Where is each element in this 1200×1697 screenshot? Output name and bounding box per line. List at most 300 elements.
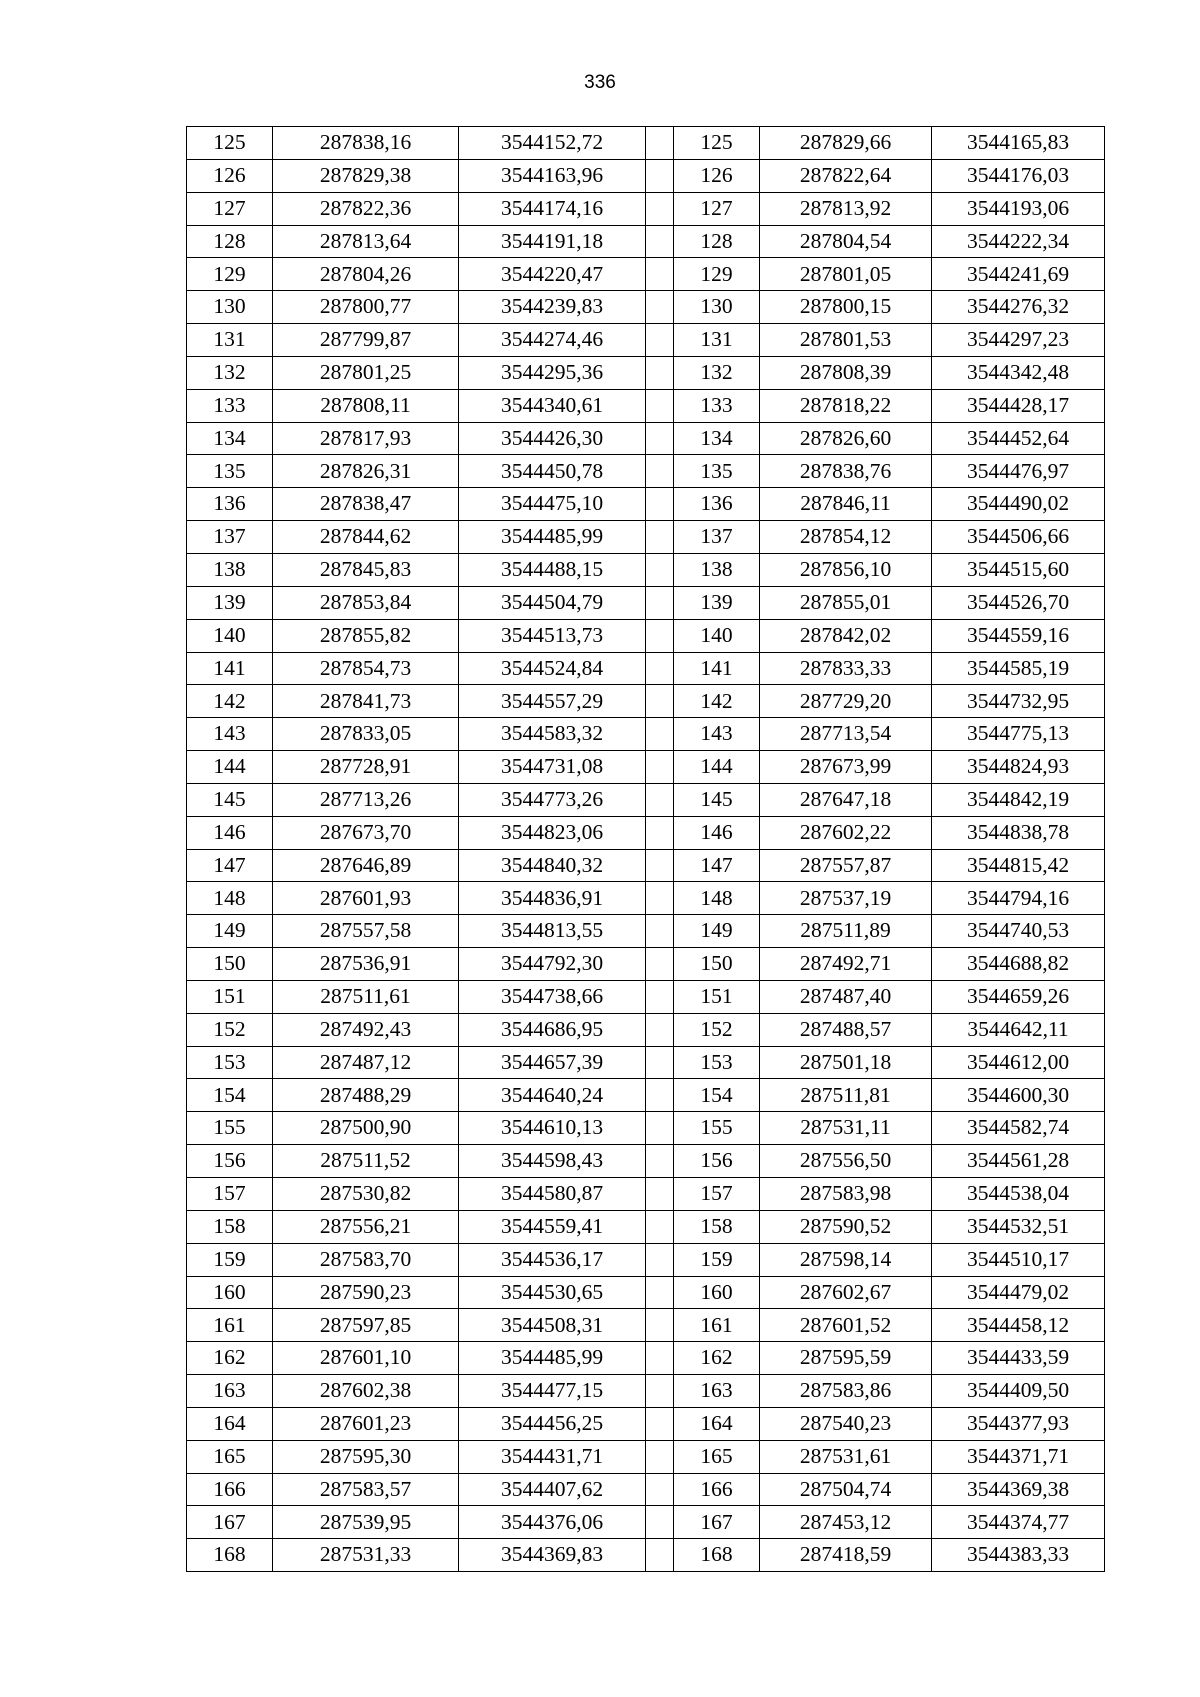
left-point-number: 138 <box>187 553 273 586</box>
table-row <box>187 1407 1105 1440</box>
separator-cell <box>646 1145 674 1178</box>
table-row <box>187 1539 1105 1572</box>
right-x-coordinate: 287583,86 <box>760 1375 932 1408</box>
table-row <box>187 1375 1105 1408</box>
table-row <box>187 127 1105 160</box>
separator-cell <box>646 882 674 915</box>
right-y-coordinate: 3544452,64 <box>932 422 1105 455</box>
right-point-number: 144 <box>674 751 760 784</box>
left-point-number: 155 <box>187 1112 273 1145</box>
right-x-coordinate: 287838,76 <box>760 455 932 488</box>
right-x-coordinate: 287854,12 <box>760 521 932 554</box>
left-x-coordinate: 287556,21 <box>273 1210 459 1243</box>
right-point-number: 156 <box>674 1145 760 1178</box>
separator-cell <box>646 1276 674 1309</box>
right-point-number: 131 <box>674 324 760 357</box>
left-x-coordinate: 287800,77 <box>273 291 459 324</box>
right-y-coordinate: 3544374,77 <box>932 1506 1105 1539</box>
separator-cell <box>646 1243 674 1276</box>
separator-cell <box>646 915 674 948</box>
separator-cell <box>646 553 674 586</box>
right-x-coordinate: 287531,61 <box>760 1440 932 1473</box>
right-y-coordinate: 3544642,11 <box>932 1013 1105 1046</box>
left-point-number: 139 <box>187 586 273 619</box>
left-x-coordinate: 287822,36 <box>273 192 459 225</box>
left-point-number: 142 <box>187 685 273 718</box>
left-y-coordinate: 3544580,87 <box>459 1178 646 1211</box>
table-row <box>187 1013 1105 1046</box>
left-y-coordinate: 3544686,95 <box>459 1013 646 1046</box>
right-point-number: 141 <box>674 652 760 685</box>
right-point-number: 137 <box>674 521 760 554</box>
left-point-number: 147 <box>187 849 273 882</box>
left-point-number: 159 <box>187 1243 273 1276</box>
right-x-coordinate: 287487,40 <box>760 980 932 1013</box>
right-point-number: 166 <box>674 1473 760 1506</box>
separator-cell <box>646 1342 674 1375</box>
right-x-coordinate: 287492,71 <box>760 948 932 981</box>
right-x-coordinate: 287557,87 <box>760 849 932 882</box>
page-number: 336 <box>584 72 616 93</box>
right-x-coordinate: 287818,22 <box>760 389 932 422</box>
table-row <box>187 1342 1105 1375</box>
right-y-coordinate: 3544476,97 <box>932 455 1105 488</box>
left-y-coordinate: 3544557,29 <box>459 685 646 718</box>
left-point-number: 157 <box>187 1178 273 1211</box>
left-point-number: 164 <box>187 1407 273 1440</box>
right-y-coordinate: 3544176,03 <box>932 159 1105 192</box>
right-point-number: 148 <box>674 882 760 915</box>
left-y-coordinate: 3544426,30 <box>459 422 646 455</box>
table-row <box>187 159 1105 192</box>
left-x-coordinate: 287844,62 <box>273 521 459 554</box>
separator-cell <box>646 1407 674 1440</box>
table-row <box>187 1276 1105 1309</box>
right-point-number: 152 <box>674 1013 760 1046</box>
left-y-coordinate: 3544191,18 <box>459 225 646 258</box>
right-point-number: 165 <box>674 1440 760 1473</box>
table-row <box>187 258 1105 291</box>
table-row <box>187 521 1105 554</box>
left-x-coordinate: 287799,87 <box>273 324 459 357</box>
left-x-coordinate: 287487,12 <box>273 1046 459 1079</box>
separator-cell <box>646 783 674 816</box>
left-point-number: 134 <box>187 422 273 455</box>
separator-cell <box>646 586 674 619</box>
right-point-number: 155 <box>674 1112 760 1145</box>
left-x-coordinate: 287583,57 <box>273 1473 459 1506</box>
left-x-coordinate: 287838,47 <box>273 488 459 521</box>
right-y-coordinate: 3544824,93 <box>932 751 1105 784</box>
table-row <box>187 488 1105 521</box>
left-x-coordinate: 287601,93 <box>273 882 459 915</box>
left-y-coordinate: 3544477,15 <box>459 1375 646 1408</box>
left-x-coordinate: 287838,16 <box>273 127 459 160</box>
separator-cell <box>646 849 674 882</box>
right-y-coordinate: 3544559,16 <box>932 619 1105 652</box>
left-y-coordinate: 3544274,46 <box>459 324 646 357</box>
left-x-coordinate: 287673,70 <box>273 816 459 849</box>
right-point-number: 158 <box>674 1210 760 1243</box>
right-point-number: 129 <box>674 258 760 291</box>
right-point-number: 135 <box>674 455 760 488</box>
left-x-coordinate: 287511,52 <box>273 1145 459 1178</box>
separator-cell <box>646 455 674 488</box>
table-row <box>187 586 1105 619</box>
right-x-coordinate: 287601,52 <box>760 1309 932 1342</box>
left-point-number: 140 <box>187 619 273 652</box>
left-x-coordinate: 287813,64 <box>273 225 459 258</box>
separator-cell <box>646 225 674 258</box>
left-x-coordinate: 287536,91 <box>273 948 459 981</box>
table-row <box>187 324 1105 357</box>
right-point-number: 136 <box>674 488 760 521</box>
right-point-number: 127 <box>674 192 760 225</box>
right-y-coordinate: 3544490,02 <box>932 488 1105 521</box>
table-row <box>187 882 1105 915</box>
right-point-number: 162 <box>674 1342 760 1375</box>
left-x-coordinate: 287500,90 <box>273 1112 459 1145</box>
left-y-coordinate: 3544488,15 <box>459 553 646 586</box>
right-y-coordinate: 3544241,69 <box>932 258 1105 291</box>
separator-cell <box>646 1473 674 1506</box>
left-point-number: 163 <box>187 1375 273 1408</box>
separator-cell <box>646 324 674 357</box>
right-y-coordinate: 3544775,13 <box>932 718 1105 751</box>
left-y-coordinate: 3544813,55 <box>459 915 646 948</box>
left-y-coordinate: 3544583,32 <box>459 718 646 751</box>
left-x-coordinate: 287713,26 <box>273 783 459 816</box>
left-point-number: 162 <box>187 1342 273 1375</box>
left-y-coordinate: 3544536,17 <box>459 1243 646 1276</box>
right-y-coordinate: 3544582,74 <box>932 1112 1105 1145</box>
left-x-coordinate: 287601,10 <box>273 1342 459 1375</box>
right-y-coordinate: 3544377,93 <box>932 1407 1105 1440</box>
right-y-coordinate: 3544515,60 <box>932 553 1105 586</box>
right-point-number: 149 <box>674 915 760 948</box>
right-x-coordinate: 287511,81 <box>760 1079 932 1112</box>
right-y-coordinate: 3544510,17 <box>932 1243 1105 1276</box>
right-x-coordinate: 287800,15 <box>760 291 932 324</box>
left-y-coordinate: 3544475,10 <box>459 488 646 521</box>
right-x-coordinate: 287540,23 <box>760 1407 932 1440</box>
left-point-number: 133 <box>187 389 273 422</box>
right-y-coordinate: 3544297,23 <box>932 324 1105 357</box>
left-y-coordinate: 3544369,83 <box>459 1539 646 1572</box>
table-row <box>187 1079 1105 1112</box>
table-row <box>187 619 1105 652</box>
left-point-number: 161 <box>187 1309 273 1342</box>
separator-cell <box>646 488 674 521</box>
right-point-number: 146 <box>674 816 760 849</box>
left-point-number: 160 <box>187 1276 273 1309</box>
right-point-number: 133 <box>674 389 760 422</box>
separator-cell <box>646 389 674 422</box>
separator-cell <box>646 1178 674 1211</box>
separator-cell <box>646 980 674 1013</box>
separator-cell <box>646 619 674 652</box>
separator-cell <box>646 816 674 849</box>
separator-cell <box>646 1013 674 1046</box>
right-x-coordinate: 287418,59 <box>760 1539 932 1572</box>
table-row <box>187 291 1105 324</box>
right-x-coordinate: 287556,50 <box>760 1145 932 1178</box>
left-x-coordinate: 287855,82 <box>273 619 459 652</box>
table-row <box>187 356 1105 389</box>
left-x-coordinate: 287583,70 <box>273 1243 459 1276</box>
left-point-number: 154 <box>187 1079 273 1112</box>
left-y-coordinate: 3544598,43 <box>459 1145 646 1178</box>
table-row <box>187 389 1105 422</box>
right-y-coordinate: 3544815,42 <box>932 849 1105 882</box>
left-y-coordinate: 3544163,96 <box>459 159 646 192</box>
right-point-number: 161 <box>674 1309 760 1342</box>
left-x-coordinate: 287829,38 <box>273 159 459 192</box>
right-y-coordinate: 3544409,50 <box>932 1375 1105 1408</box>
right-x-coordinate: 287488,57 <box>760 1013 932 1046</box>
left-y-coordinate: 3544836,91 <box>459 882 646 915</box>
right-point-number: 157 <box>674 1178 760 1211</box>
separator-cell <box>646 1440 674 1473</box>
table-row <box>187 1440 1105 1473</box>
right-x-coordinate: 287846,11 <box>760 488 932 521</box>
table-row <box>187 1473 1105 1506</box>
table-row <box>187 1178 1105 1211</box>
right-x-coordinate: 287813,92 <box>760 192 932 225</box>
left-x-coordinate: 287854,73 <box>273 652 459 685</box>
right-x-coordinate: 287842,02 <box>760 619 932 652</box>
right-x-coordinate: 287729,20 <box>760 685 932 718</box>
separator-cell <box>646 1046 674 1079</box>
right-x-coordinate: 287590,52 <box>760 1210 932 1243</box>
separator-cell <box>646 258 674 291</box>
separator-cell <box>646 1539 674 1572</box>
right-y-coordinate: 3544458,12 <box>932 1309 1105 1342</box>
separator-cell <box>646 1112 674 1145</box>
left-y-coordinate: 3544407,62 <box>459 1473 646 1506</box>
right-point-number: 150 <box>674 948 760 981</box>
right-point-number: 126 <box>674 159 760 192</box>
right-y-coordinate: 3544600,30 <box>932 1079 1105 1112</box>
right-point-number: 128 <box>674 225 760 258</box>
right-x-coordinate: 287856,10 <box>760 553 932 586</box>
left-y-coordinate: 3544731,08 <box>459 751 646 784</box>
left-point-number: 146 <box>187 816 273 849</box>
separator-cell <box>646 1309 674 1342</box>
left-point-number: 129 <box>187 258 273 291</box>
table-row <box>187 1145 1105 1178</box>
left-y-coordinate: 3544456,25 <box>459 1407 646 1440</box>
right-point-number: 159 <box>674 1243 760 1276</box>
table-row <box>187 652 1105 685</box>
separator-cell <box>646 127 674 160</box>
table-row <box>187 718 1105 751</box>
left-y-coordinate: 3544295,36 <box>459 356 646 389</box>
left-y-coordinate: 3544485,99 <box>459 521 646 554</box>
left-x-coordinate: 287853,84 <box>273 586 459 619</box>
left-point-number: 127 <box>187 192 273 225</box>
left-x-coordinate: 287590,23 <box>273 1276 459 1309</box>
left-point-number: 135 <box>187 455 273 488</box>
separator-cell <box>646 948 674 981</box>
table-row <box>187 422 1105 455</box>
right-x-coordinate: 287595,59 <box>760 1342 932 1375</box>
right-point-number: 168 <box>674 1539 760 1572</box>
table-row <box>187 1210 1105 1243</box>
left-y-coordinate: 3544840,32 <box>459 849 646 882</box>
coordinates-table-body <box>187 127 1105 1572</box>
right-point-number: 143 <box>674 718 760 751</box>
right-y-coordinate: 3544532,51 <box>932 1210 1105 1243</box>
left-point-number: 153 <box>187 1046 273 1079</box>
table-row <box>187 1112 1105 1145</box>
left-x-coordinate: 287557,58 <box>273 915 459 948</box>
left-x-coordinate: 287601,23 <box>273 1407 459 1440</box>
left-point-number: 167 <box>187 1506 273 1539</box>
left-point-number: 143 <box>187 718 273 751</box>
left-x-coordinate: 287595,30 <box>273 1440 459 1473</box>
left-x-coordinate: 287845,83 <box>273 553 459 586</box>
table-row <box>187 1309 1105 1342</box>
separator-cell <box>646 159 674 192</box>
left-y-coordinate: 3544610,13 <box>459 1112 646 1145</box>
right-x-coordinate: 287602,67 <box>760 1276 932 1309</box>
right-x-coordinate: 287531,11 <box>760 1112 932 1145</box>
separator-cell <box>646 356 674 389</box>
table-row <box>187 915 1105 948</box>
left-y-coordinate: 3544823,06 <box>459 816 646 849</box>
left-x-coordinate: 287539,95 <box>273 1506 459 1539</box>
left-point-number: 148 <box>187 882 273 915</box>
left-y-coordinate: 3544431,71 <box>459 1440 646 1473</box>
right-y-coordinate: 3544740,53 <box>932 915 1105 948</box>
right-y-coordinate: 3544732,95 <box>932 685 1105 718</box>
left-y-coordinate: 3544524,84 <box>459 652 646 685</box>
left-x-coordinate: 287841,73 <box>273 685 459 718</box>
right-y-coordinate: 3544538,04 <box>932 1178 1105 1211</box>
separator-cell <box>646 718 674 751</box>
right-point-number: 147 <box>674 849 760 882</box>
right-y-coordinate: 3544842,19 <box>932 783 1105 816</box>
left-y-coordinate: 3544792,30 <box>459 948 646 981</box>
left-x-coordinate: 287646,89 <box>273 849 459 882</box>
left-point-number: 137 <box>187 521 273 554</box>
left-point-number: 136 <box>187 488 273 521</box>
left-y-coordinate: 3544530,65 <box>459 1276 646 1309</box>
left-y-coordinate: 3544220,47 <box>459 258 646 291</box>
left-point-number: 141 <box>187 652 273 685</box>
left-point-number: 128 <box>187 225 273 258</box>
separator-cell <box>646 751 674 784</box>
left-point-number: 145 <box>187 783 273 816</box>
right-y-coordinate: 3544369,38 <box>932 1473 1105 1506</box>
left-y-coordinate: 3544640,24 <box>459 1079 646 1112</box>
left-x-coordinate: 287492,43 <box>273 1013 459 1046</box>
coordinates-table <box>186 126 1105 1572</box>
left-point-number: 126 <box>187 159 273 192</box>
left-y-coordinate: 3544174,16 <box>459 192 646 225</box>
right-point-number: 151 <box>674 980 760 1013</box>
separator-cell <box>646 1506 674 1539</box>
right-x-coordinate: 287673,99 <box>760 751 932 784</box>
right-point-number: 125 <box>674 127 760 160</box>
left-point-number: 144 <box>187 751 273 784</box>
left-point-number: 165 <box>187 1440 273 1473</box>
left-point-number: 130 <box>187 291 273 324</box>
right-y-coordinate: 3544688,82 <box>932 948 1105 981</box>
right-point-number: 132 <box>674 356 760 389</box>
right-y-coordinate: 3544371,71 <box>932 1440 1105 1473</box>
right-y-coordinate: 3544165,83 <box>932 127 1105 160</box>
table-row <box>187 1506 1105 1539</box>
right-y-coordinate: 3544479,02 <box>932 1276 1105 1309</box>
separator-cell <box>646 521 674 554</box>
left-x-coordinate: 287488,29 <box>273 1079 459 1112</box>
right-y-coordinate: 3544561,28 <box>932 1145 1105 1178</box>
right-x-coordinate: 287504,74 <box>760 1473 932 1506</box>
left-y-coordinate: 3544376,06 <box>459 1506 646 1539</box>
right-point-number: 163 <box>674 1375 760 1408</box>
table-row <box>187 849 1105 882</box>
right-x-coordinate: 287583,98 <box>760 1178 932 1211</box>
right-x-coordinate: 287602,22 <box>760 816 932 849</box>
right-x-coordinate: 287647,18 <box>760 783 932 816</box>
right-x-coordinate: 287804,54 <box>760 225 932 258</box>
left-x-coordinate: 287804,26 <box>273 258 459 291</box>
right-y-coordinate: 3544506,66 <box>932 521 1105 554</box>
left-y-coordinate: 3544513,73 <box>459 619 646 652</box>
right-y-coordinate: 3544794,16 <box>932 882 1105 915</box>
separator-cell <box>646 1375 674 1408</box>
left-point-number: 151 <box>187 980 273 1013</box>
right-point-number: 145 <box>674 783 760 816</box>
table-row <box>187 192 1105 225</box>
left-point-number: 168 <box>187 1539 273 1572</box>
right-point-number: 134 <box>674 422 760 455</box>
right-point-number: 139 <box>674 586 760 619</box>
left-y-coordinate: 3544738,66 <box>459 980 646 1013</box>
right-y-coordinate: 3544838,78 <box>932 816 1105 849</box>
right-y-coordinate: 3544383,33 <box>932 1539 1105 1572</box>
right-x-coordinate: 287808,39 <box>760 356 932 389</box>
separator-cell <box>646 685 674 718</box>
left-point-number: 152 <box>187 1013 273 1046</box>
left-point-number: 132 <box>187 356 273 389</box>
right-x-coordinate: 287829,66 <box>760 127 932 160</box>
right-x-coordinate: 287453,12 <box>760 1506 932 1539</box>
table-row <box>187 1046 1105 1079</box>
right-x-coordinate: 287501,18 <box>760 1046 932 1079</box>
table-row <box>187 455 1105 488</box>
right-point-number: 153 <box>674 1046 760 1079</box>
left-y-coordinate: 3544239,83 <box>459 291 646 324</box>
left-point-number: 125 <box>187 127 273 160</box>
right-point-number: 142 <box>674 685 760 718</box>
left-point-number: 166 <box>187 1473 273 1506</box>
right-y-coordinate: 3544276,32 <box>932 291 1105 324</box>
left-point-number: 158 <box>187 1210 273 1243</box>
right-point-number: 140 <box>674 619 760 652</box>
right-x-coordinate: 287826,60 <box>760 422 932 455</box>
left-point-number: 149 <box>187 915 273 948</box>
left-y-coordinate: 3544485,99 <box>459 1342 646 1375</box>
left-y-coordinate: 3544504,79 <box>459 586 646 619</box>
left-y-coordinate: 3544773,26 <box>459 783 646 816</box>
table-row <box>187 816 1105 849</box>
right-y-coordinate: 3544433,59 <box>932 1342 1105 1375</box>
table-row <box>187 751 1105 784</box>
right-y-coordinate: 3544612,00 <box>932 1046 1105 1079</box>
